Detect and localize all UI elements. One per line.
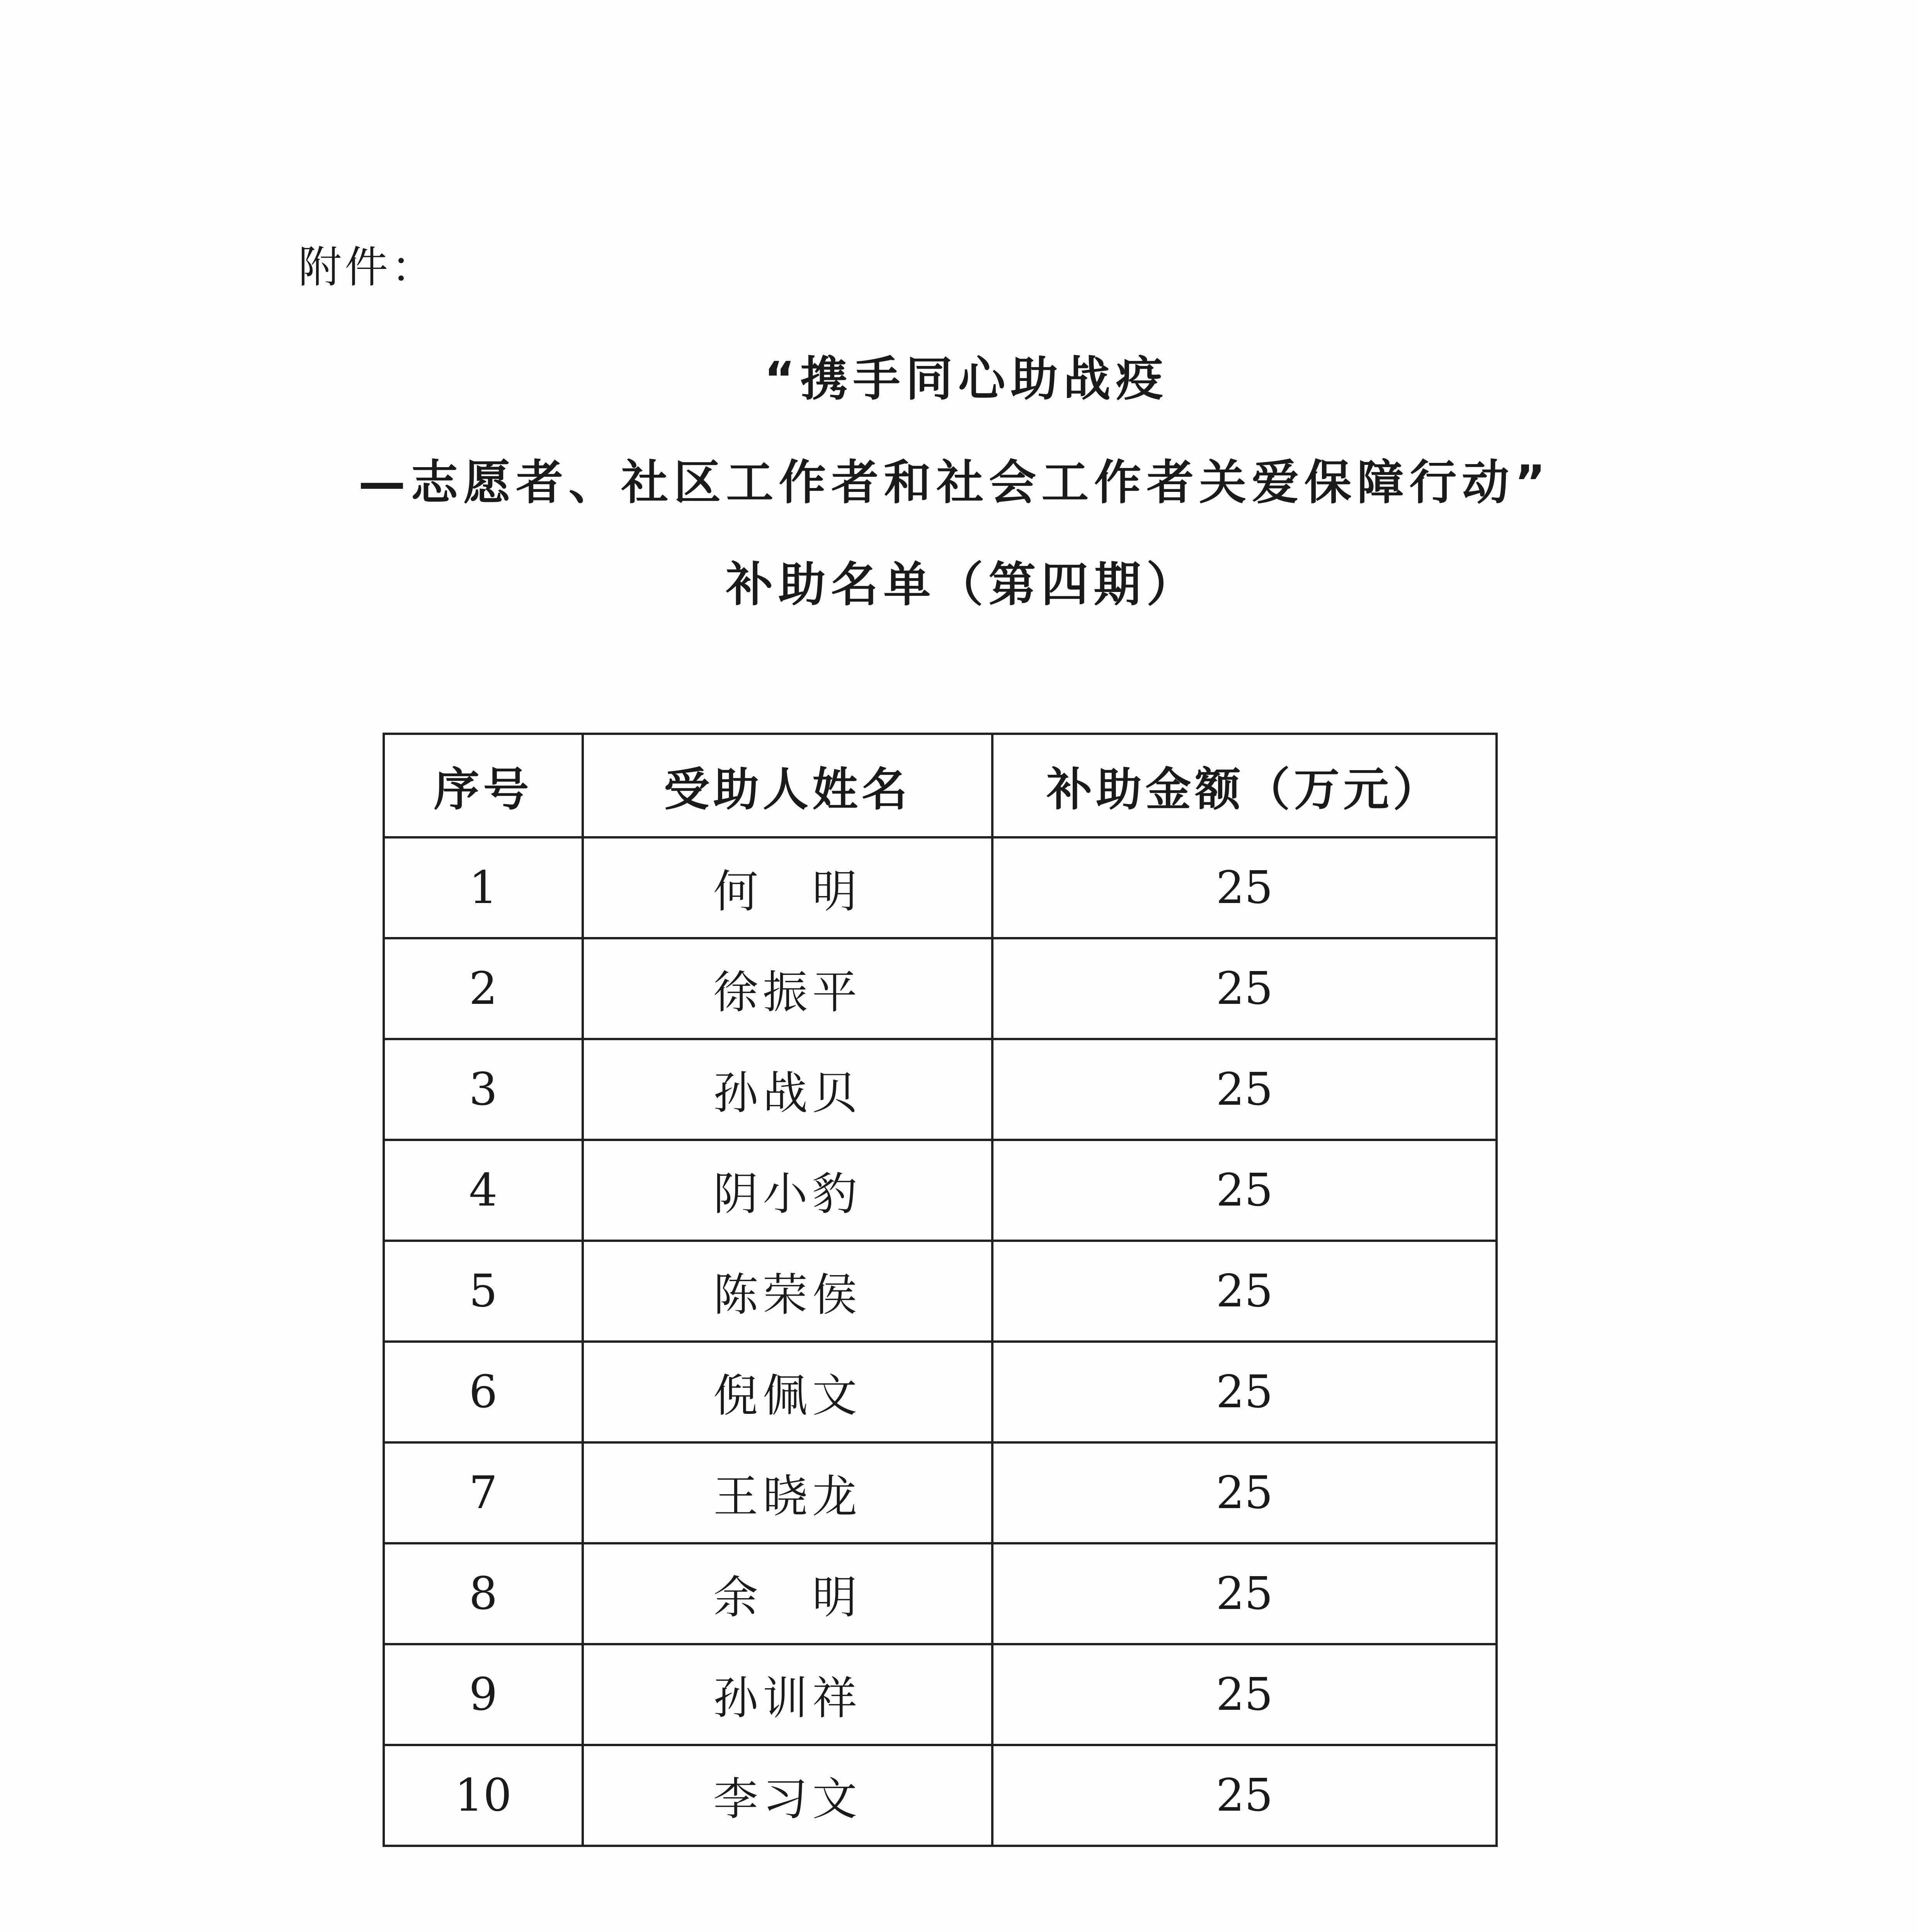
table-row	[384, 1442, 1497, 1543]
table-row	[384, 837, 1497, 938]
serial-number-cell: 9	[384, 1644, 583, 1745]
serial-number-cell: 1	[384, 837, 583, 938]
serial-number-cell: 8	[384, 1543, 583, 1644]
title-line-1: “携手同心助战疫	[764, 352, 1169, 406]
serial-number-cell: 7	[384, 1442, 583, 1543]
recipient-name-cell: 倪佩文	[583, 1342, 992, 1442]
grant-amount-cell: 25	[992, 1342, 1497, 1442]
recipient-name-cell: 余 明	[583, 1543, 992, 1644]
attachment-label: 附件：	[298, 242, 437, 293]
table-row	[384, 1140, 1497, 1241]
header-serial-number: 序号	[384, 734, 583, 837]
table-row	[384, 1745, 1497, 1846]
table-row	[384, 1039, 1497, 1140]
table-row	[384, 1342, 1497, 1442]
recipient-name-cell: 王晓龙	[583, 1442, 992, 1543]
grant-amount-cell: 25	[992, 1140, 1497, 1241]
grant-amount-cell: 25	[992, 837, 1497, 938]
serial-number-cell: 3	[384, 1039, 583, 1140]
grant-amount-cell: 25	[992, 938, 1497, 1039]
grant-amount-cell: 25	[992, 1241, 1497, 1342]
header-recipient-name: 受助人姓名	[583, 734, 992, 837]
grant-amount-cell: 25	[992, 1745, 1497, 1846]
recipient-name-cell: 李习文	[583, 1745, 992, 1846]
table-header-row	[384, 734, 1497, 837]
grant-recipient-table	[383, 733, 1498, 1847]
serial-number-cell: 10	[384, 1745, 583, 1846]
serial-number-cell: 2	[384, 938, 583, 1039]
recipient-name-cell: 徐振平	[583, 938, 992, 1039]
header-grant-amount: 补助金额（万元）	[992, 734, 1497, 837]
table-row	[384, 1543, 1497, 1644]
recipient-name-cell: 何 明	[583, 837, 992, 938]
recipient-name-cell: 陈荣侯	[583, 1241, 992, 1342]
serial-number-cell: 4	[384, 1140, 583, 1241]
table-row	[384, 938, 1497, 1039]
title-line-3: 补助名单（第四期）	[726, 557, 1199, 612]
table-row	[384, 1644, 1497, 1745]
title-line-2: —志愿者、社区工作者和社会工作者关爱保障行动”	[358, 455, 1551, 510]
grant-amount-cell: 25	[992, 1442, 1497, 1543]
recipient-name-cell: 阴小豹	[583, 1140, 992, 1241]
grant-amount-cell: 25	[992, 1039, 1497, 1140]
grant-amount-cell: 25	[992, 1644, 1497, 1745]
recipient-name-cell: 孙训祥	[583, 1644, 992, 1745]
serial-number-cell: 5	[384, 1241, 583, 1342]
recipient-name-cell: 孙战贝	[583, 1039, 992, 1140]
serial-number-cell: 6	[384, 1342, 583, 1442]
grant-amount-cell: 25	[992, 1543, 1497, 1644]
table-row	[384, 1241, 1497, 1342]
